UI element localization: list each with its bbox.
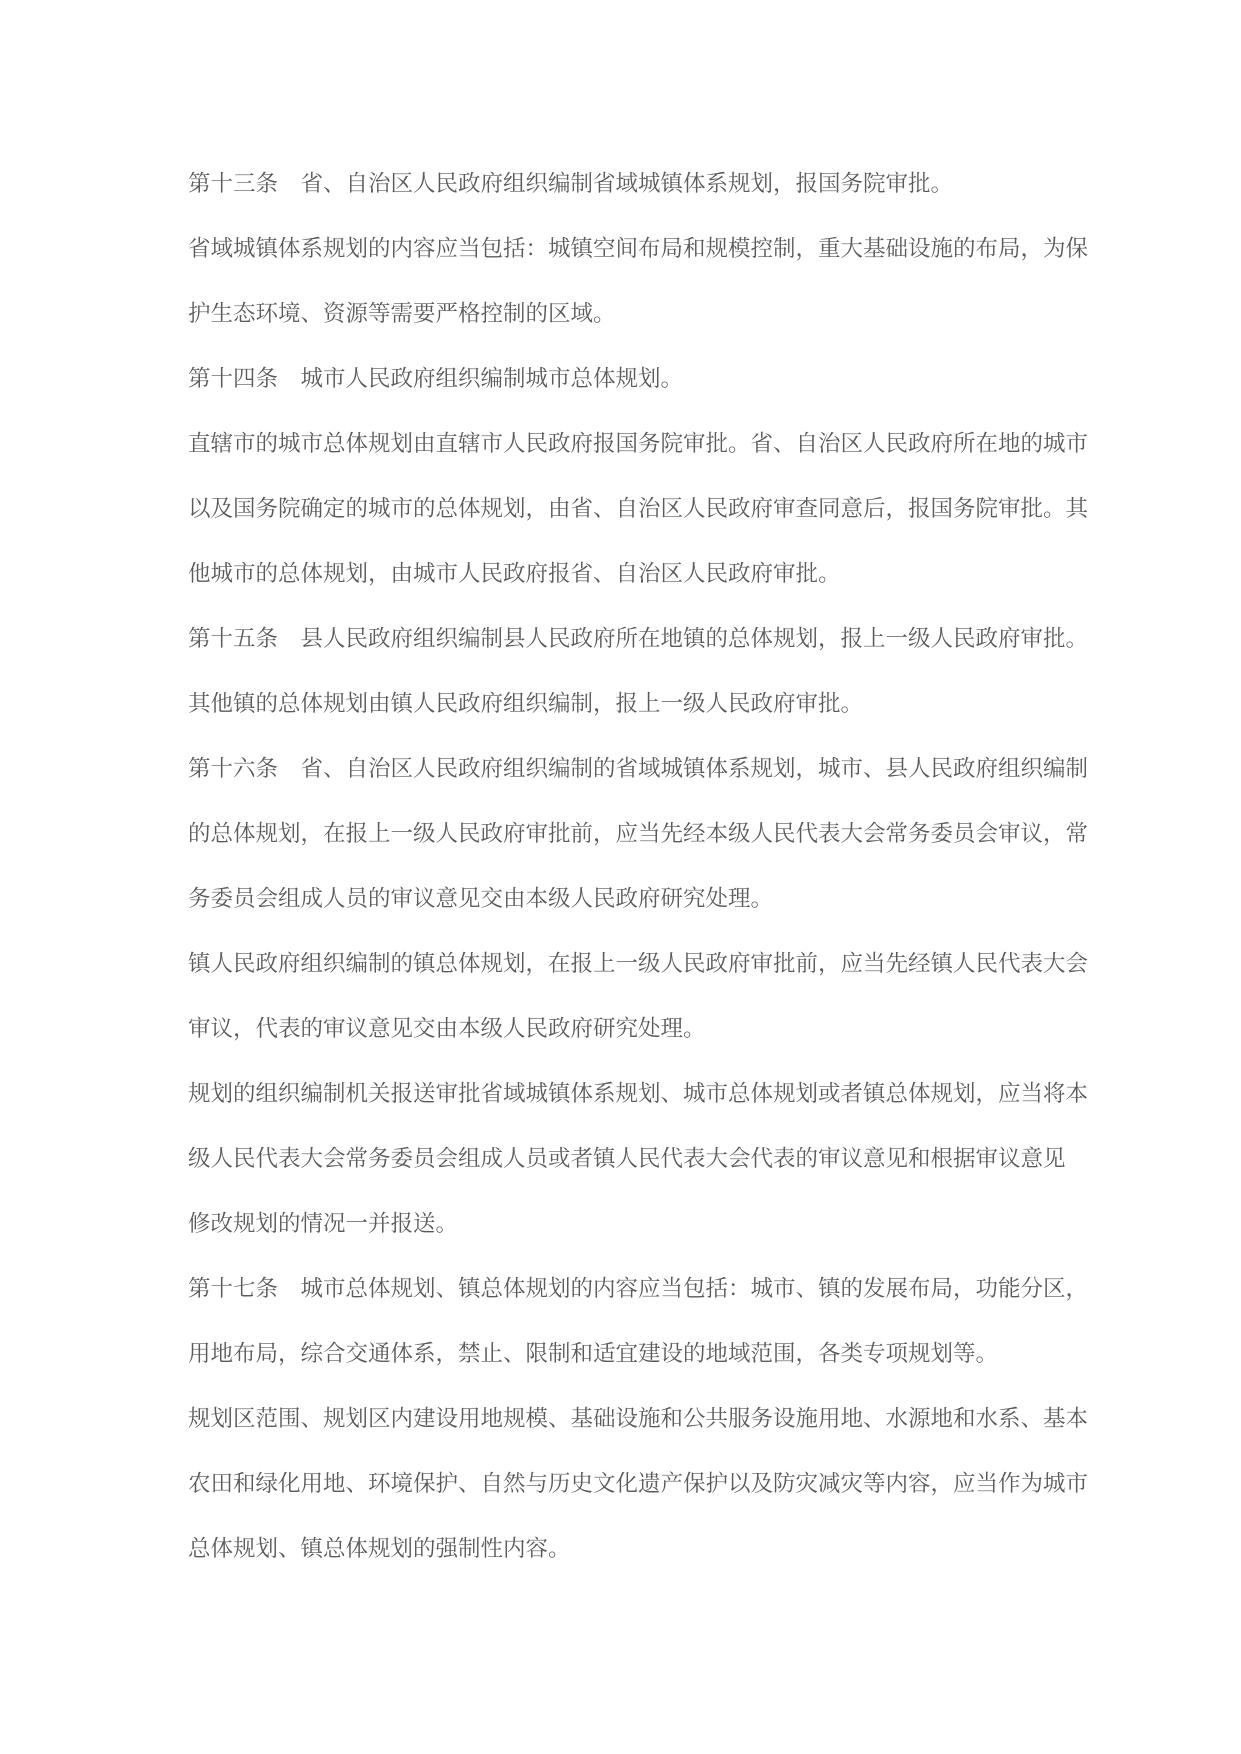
text-line: 第十四条 城市人民政府组织编制城市总体规划。 [188, 366, 684, 392]
text-line: 级人民代表大会常务委员会组成人员或者镇人民代表大会代表的审议意见和根据审议意见 [188, 1146, 1066, 1172]
text-line: 直辖市的城市总体规划由直辖市人民政府报国务院审批。省、自治区人民政府所在地的城市 [188, 431, 1089, 457]
text-line: 规划的组织编制机关报送审批省域城镇体系规划、城市总体规划或者镇总体规划，应当将本 [188, 1081, 1089, 1107]
document-body [188, 152, 1089, 1582]
text-line: 镇人民政府组织编制的镇总体规划，在报上一级人民政府审批前，应当先经镇人民代表大会 [188, 951, 1089, 977]
text-line: 修改规划的情况一并报送。 [188, 1211, 459, 1237]
text-line: 审议，代表的审议意见交由本级人民政府研究处理。 [188, 1016, 706, 1042]
text-line: 务委员会组成人员的审议意见交由本级人民政府研究处理。 [188, 886, 774, 912]
text-line: 第十六条 省、自治区人民政府组织编制的省域城镇体系规划，城市、县人民政府组织编制 [188, 756, 1089, 782]
text-line: 第十五条 县人民政府组织编制县人民政府所在地镇的总体规划，报上一级人民政府审批。 [188, 626, 1089, 652]
text-line: 其他镇的总体规划由镇人民政府组织编制，报上一级人民政府审批。 [188, 691, 864, 717]
text-line: 规划区范围、规划区内建设用地规模、基础设施和公共服务设施用地、水源地和水系、基本 [188, 1406, 1089, 1432]
text-line: 总体规划、镇总体规划的强制性内容。 [188, 1536, 571, 1562]
text-line: 第十七条 城市总体规划、镇总体规划的内容应当包括：城市、镇的发展布局，功能分区， [188, 1276, 1089, 1302]
text-line: 以及国务院确定的城市的总体规划，由省、自治区人民政府审查同意后，报国务院审批。其 [188, 496, 1089, 522]
text-line: 护生态环境、资源等需要严格控制的区域。 [188, 301, 616, 327]
text-line: 省域城镇体系规划的内容应当包括：城镇空间布局和规模控制，重大基础设施的布局，为保 [188, 236, 1089, 262]
text-line: 的总体规划，在报上一级人民政府审批前，应当先经本级人民代表大会常务委员会审议，常 [188, 821, 1089, 847]
text-line: 用地布局，综合交通体系，禁止、限制和适宜建设的地域范围，各类专项规划等。 [188, 1341, 999, 1367]
text-line: 农田和绿化用地、环境保护、自然与历史文化遗产保护以及防灾减灾等内容，应当作为城市 [188, 1471, 1089, 1497]
text-line: 他城市的总体规划，由城市人民政府报省、自治区人民政府审批。 [188, 561, 841, 587]
text-line: 第十三条 省、自治区人民政府组织编制省域城镇体系规划，报国务院审批。 [188, 171, 954, 197]
